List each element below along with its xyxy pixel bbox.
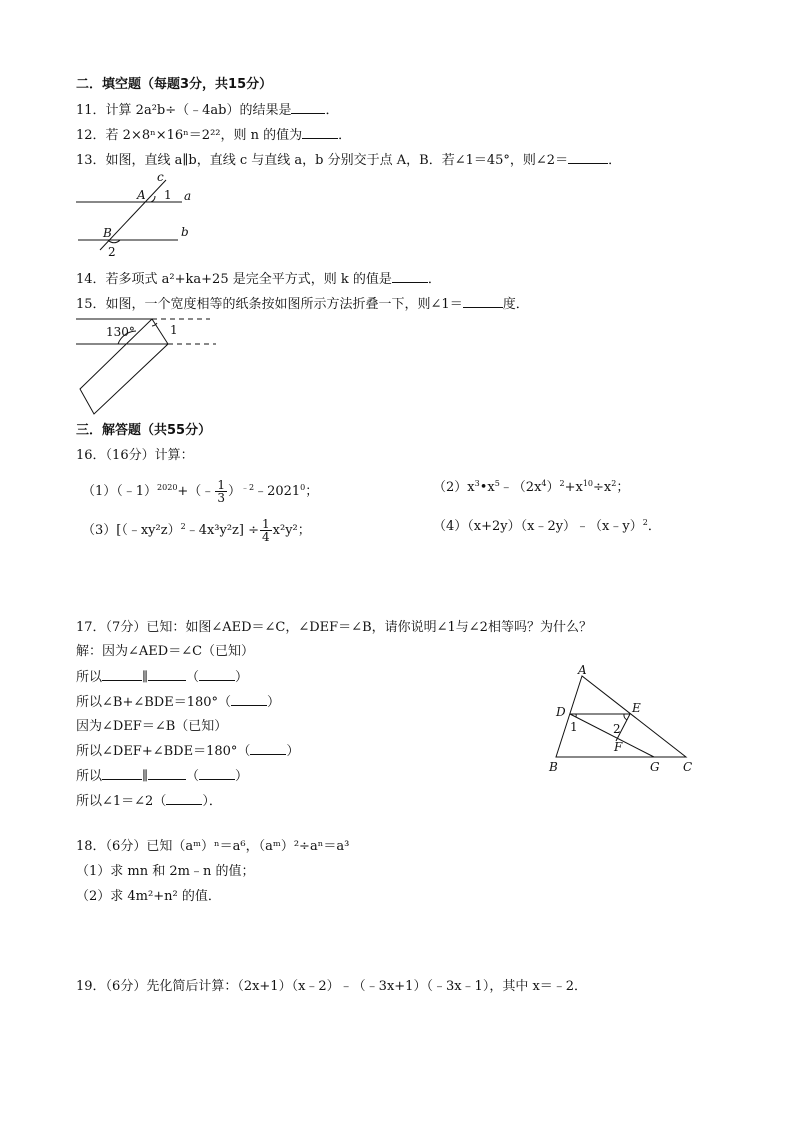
label-G: G xyxy=(650,760,660,774)
q17-s4-b: ） xyxy=(286,744,300,759)
q16-p3-b: ﹣4x³y²z] ÷ xyxy=(185,523,260,538)
q16-p1-exp1: 2020 xyxy=(157,483,178,492)
q17-step-3: 因为∠DEF＝∠B（已知） xyxy=(76,719,228,734)
q16-p2-g: ÷x xyxy=(593,480,612,495)
q16-p2-e6: 2 xyxy=(611,479,617,488)
q17-s2-a: 所以∠B+∠BDE＝180°（ xyxy=(76,695,232,710)
q17-s5-a: 所以 xyxy=(76,769,103,784)
q17-s1-d: ） xyxy=(235,670,249,685)
label-E: E xyxy=(632,701,641,715)
q16-p1-c: ） xyxy=(227,484,241,499)
label-c: c xyxy=(157,170,164,184)
q17-s5-c: （ xyxy=(186,769,200,784)
segment-DG xyxy=(570,714,654,757)
q16-p2-e4: 2 xyxy=(559,479,565,488)
q16-p1-b: +（﹣ xyxy=(177,484,215,499)
label-B: B xyxy=(103,226,112,240)
label-F: F xyxy=(614,740,623,754)
q16-p2-f: +x xyxy=(564,480,583,495)
label-D: D xyxy=(556,705,566,719)
fraction-denominator: 4 xyxy=(262,530,270,544)
q16-p1-e: ； xyxy=(305,484,319,499)
question-14-end: ． xyxy=(427,272,441,287)
label-A: A xyxy=(137,188,146,202)
question-13-end: ． xyxy=(608,153,622,168)
question-15-end: 度． xyxy=(502,297,529,312)
q16-p2-b: •x xyxy=(479,480,495,495)
label-angle-2: 2 xyxy=(108,245,116,259)
q16-p4-b: ． xyxy=(647,519,661,534)
fraction-numerator: 1 xyxy=(262,517,270,531)
q16-p2-d: ） xyxy=(546,480,560,495)
q16-p3-c: x²y²； xyxy=(272,523,311,538)
q16-p2-e1: 3 xyxy=(474,479,480,488)
q16-p1-exp3: 0 xyxy=(300,483,306,492)
q16-p4-e1: 2 xyxy=(642,518,648,527)
question-15-text: 15．如图，一个宽度相等的纸条按如图所示方法折叠一下，则∠1＝ xyxy=(76,297,463,312)
q16-p3-a: （3）[（﹣xy²z） xyxy=(82,523,181,538)
q17-s6-a: 所以∠1＝∠2（ xyxy=(76,794,167,809)
q16-p1-exp2: ﹣2 xyxy=(240,483,255,492)
label-b: b xyxy=(181,225,189,239)
q16-p3-e1: 2 xyxy=(180,522,186,531)
question-13-text: 13．如图，直线 a∥b，直线 c 与直线 a，b 分别交于点 A，B．若∠1＝45°，则∠2＝ xyxy=(76,153,569,168)
label-angle-1-q15: 1 xyxy=(170,323,178,337)
question-18: 18．（6分）已知（aᵐ）ⁿ＝a⁶，（aᵐ）²÷aⁿ＝a³ xyxy=(76,839,350,854)
q17-s2-b: ） xyxy=(267,695,281,710)
q17-s1-c: （ xyxy=(186,670,200,685)
q16-p2-a: （2）x xyxy=(433,480,475,495)
q17-step-0: 解：因为∠AED＝∠C（已知） xyxy=(76,644,255,659)
question-11-end: ． xyxy=(325,103,339,118)
label-angle-1-q17: 1 xyxy=(570,720,578,734)
label-C: C xyxy=(683,760,693,774)
label-angle-2-q17: 2 xyxy=(613,722,621,736)
q17-s4-a: 所以∠DEF+∠BDE＝180°（ xyxy=(76,744,251,759)
question-14-text: 14．若多项式 a²+ka+25 是完全平方式，则 k 的值是 xyxy=(76,272,392,287)
fraction-denominator: 3 xyxy=(217,491,225,505)
q16-p2-h: ； xyxy=(616,480,630,495)
angle-2-arc-q17 xyxy=(624,714,627,720)
question-16: 16．（16分）计算： xyxy=(76,448,194,463)
q16-p2-c: ﹣（2x xyxy=(499,480,542,495)
label-130-degrees: 130° xyxy=(106,325,135,339)
q16-p4-a: （4）（x+2y）（x﹣2y）﹣（x﹣y） xyxy=(433,519,643,534)
question-18-part-2: （2）求 4m²+n² 的值． xyxy=(76,889,221,904)
question-18-part-1: （1）求 mn 和 2m﹣n 的值； xyxy=(76,864,255,879)
label-a: a xyxy=(184,189,192,203)
q17-s5-d: ） xyxy=(235,769,249,784)
q16-p1-d: ﹣2021 xyxy=(254,484,301,499)
question-17: 17．（7分）已知：如图∠AED＝∠C，∠DEF＝∠B，请你说明∠1与∠2相等吗？为什么？ xyxy=(76,620,592,635)
fraction-numerator: 1 xyxy=(217,478,225,492)
question-12-text: 12．若 2×8ⁿ×16ⁿ＝2²²，则 n 的值为 xyxy=(76,128,303,143)
q16-p2-e2: 5 xyxy=(494,479,500,488)
label-A-q17: A xyxy=(578,663,587,677)
label-B-q17: B xyxy=(549,760,558,774)
section-2-title: 二．填空题（每题3分，共15分） xyxy=(76,77,273,92)
q17-s1-a: 所以 xyxy=(76,670,103,685)
label-angle-1: 1 xyxy=(164,188,172,202)
q17-s5-b: ∥ xyxy=(142,769,149,784)
q16-p2-e5: 10 xyxy=(582,479,594,488)
q16-p2-e3: 4 xyxy=(541,479,547,488)
q16-p1-a: （1）（﹣1） xyxy=(82,484,158,499)
q17-s1-b: ∥ xyxy=(142,670,149,685)
question-19: 19．（6分）先化简后计算：（2x+1）（x﹣2）﹣（﹣3x+1）（﹣3x﹣1），其中 x＝﹣2． xyxy=(76,979,588,994)
section-3-title: 三．解答题（共55分） xyxy=(76,423,212,438)
question-11-text: 11．计算 2a²b÷（﹣4ab）的结果是 xyxy=(76,103,292,118)
q17-s6-b: ）． xyxy=(202,794,222,809)
question-12-end: ． xyxy=(338,128,352,143)
